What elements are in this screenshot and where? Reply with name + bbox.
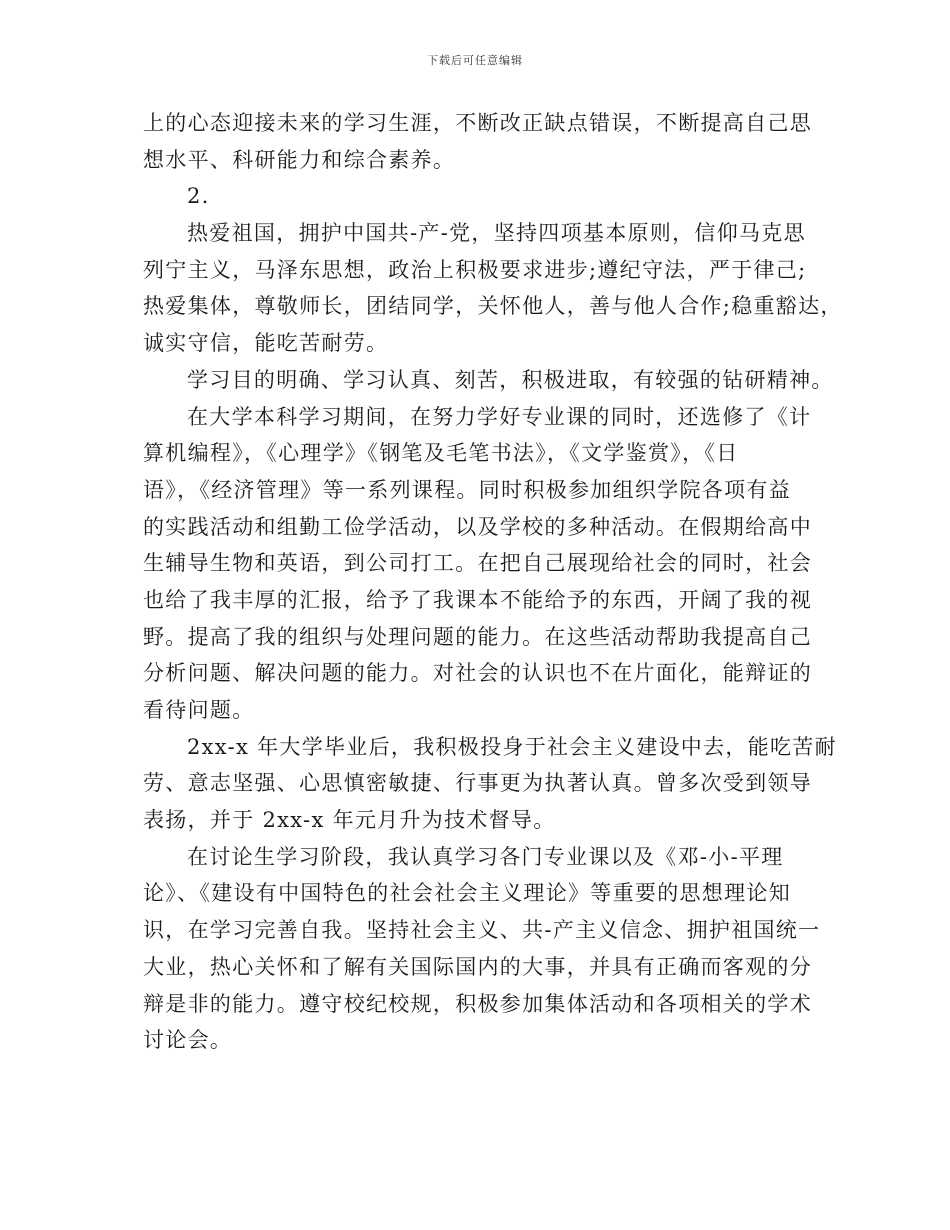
text-line: 上的心态迎接未来的学习生涯，不断改正缺点错误，不断提高自己思 — [143, 111, 812, 135]
text-line: 也给了我丰厚的汇报，给予了我课本不能给予的东西，开阔了我的视 — [143, 587, 812, 612]
text-line: 大业，热心关怀和了解有关国际国内的大事，并具有正确而客观的分 — [143, 954, 812, 979]
text-line: 学习目的明确、学习认真、刻苦，积极进取，有较强的钻研精神。 — [187, 367, 834, 392]
text-line: 辩是非的能力。遵守校纪校规，积极参加集体活动和各项相关的学术 — [143, 991, 812, 1016]
paragraph — [143, 729, 837, 839]
text-line: 列宁主义，马泽东思想，政治上积极要求进步;遵纪守法，严于律己; — [143, 257, 807, 282]
text-line: 在讨论生学习阶段，我认真学习各门专业课以及《邓-小-平理 — [187, 844, 784, 869]
text-line: 的实践活动和组勤工俭学活动，以及学校的多种活动。在假期给高中 — [143, 514, 812, 539]
text-line: 分析问题、解决问题的能力。对社会的认识也不在片面化，能辩证的 — [143, 661, 812, 686]
text-line: 论》、《建设有中国特色的社会社会主义理论》等重要的思想理论知 — [143, 881, 791, 906]
paragraph — [143, 362, 834, 399]
text-line: 语》，《经济管理》等一系列课程。同时积极参加组织学院各项有益 — [143, 477, 791, 502]
document-body — [143, 105, 843, 1059]
text-line: 表扬，并于 2xx-x 年元月升为技术督导。 — [143, 808, 556, 833]
text-line: 劳、意志坚强、心思慎密敏捷、行事更为执著认真。曾多次受到领导 — [143, 771, 812, 796]
text-line: 算机编程》，《心理学》《钢笔及毛笔书法》，《文学鉴赏》，《日 — [143, 441, 739, 466]
paragraph — [143, 839, 823, 1059]
text-line: 识，在学习完善自我。坚持社会主义、共-产主义信念、拥护祖国统一 — [143, 918, 821, 943]
text-line: 诚实守信，能吃苦耐劳。 — [143, 331, 389, 356]
paragraph — [143, 178, 823, 215]
text-line: 在大学本科学习期间，在努力学好专业课的同时，还选修了《计 — [187, 404, 812, 429]
page-header: 下载后可任意编辑 — [427, 54, 523, 67]
text-line: 讨论会。 — [143, 1028, 233, 1053]
text-line: 2xx-x 年大学毕业后，我积极投身于社会主义建设中去，能吃苦耐 — [187, 734, 837, 759]
text-line: 想水平、科研能力和综合素养。 — [143, 147, 456, 172]
text-line: 野。提高了我的组织与处理问题的能力。在这些活动帮助我提高自己 — [143, 624, 812, 649]
text-line: 热爱集体，尊敬师长，团结同学，关怀他人，善与他人合作;稳重豁达， — [143, 294, 843, 319]
text-line: 热爱祖国，拥护中国共-产-党，坚持四项基本原则，信仰马克思 — [187, 221, 806, 246]
paragraph — [143, 215, 843, 362]
text-line: 看待问题。 — [143, 698, 255, 722]
paragraph — [143, 399, 823, 729]
paragraph — [143, 105, 823, 178]
text-line: 生辅导生物和英语，到公司打工。在把自己展现给社会的同时，社会 — [143, 551, 812, 576]
text-line: 2. — [187, 184, 210, 209]
